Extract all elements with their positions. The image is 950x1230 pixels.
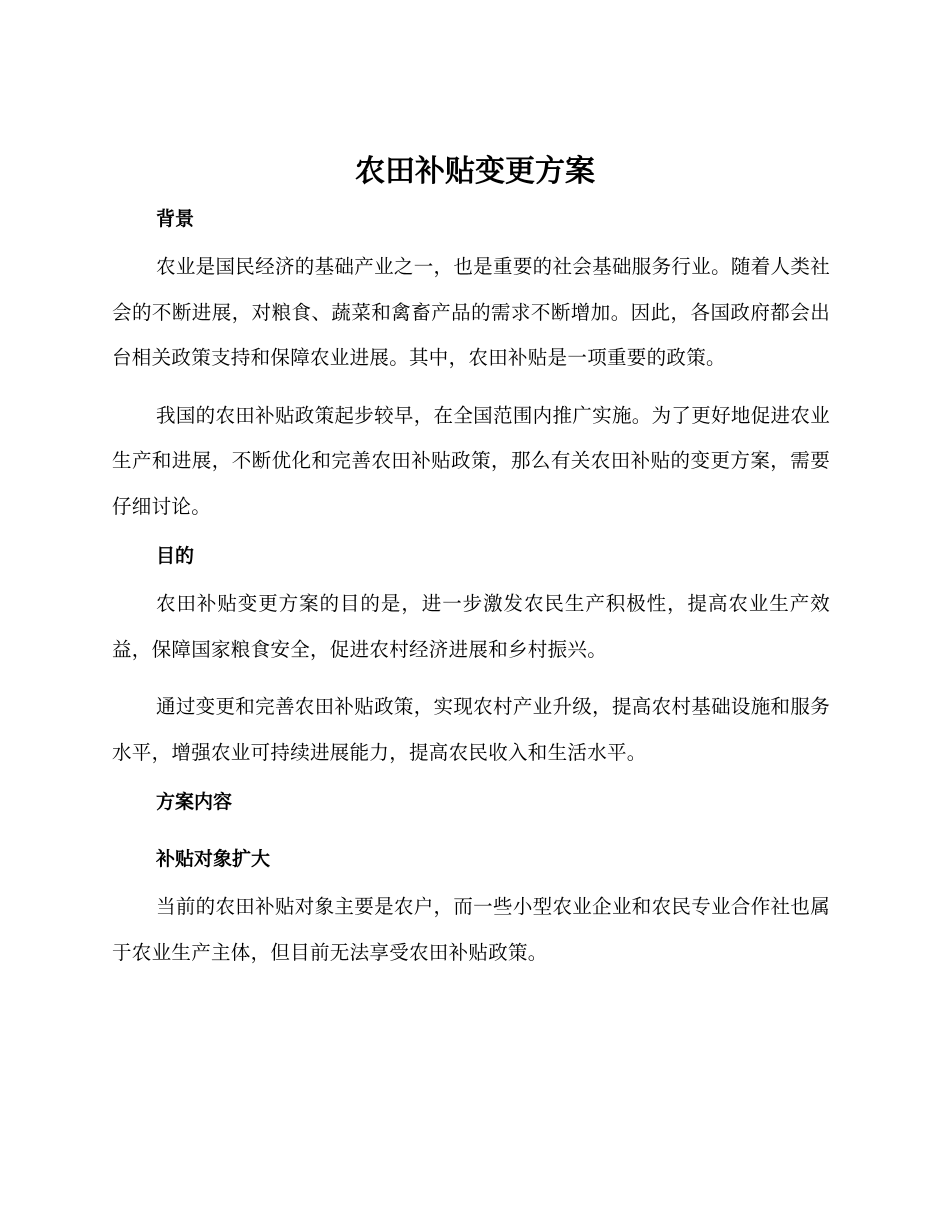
paragraph: 农田补贴变更方案的目的是，进一步激发农民生产积极性，提高农业生产效益，保障国家粮食安全，促进农村经济进展和乡村振兴。 — [112, 592, 830, 661]
paragraph: 我国的农田补贴政策起步较早，在全国范围内推广实施。为了更好地促进农业生产和进展，不断优化和完善农田补贴政策，那么有关农田补贴的变更方案，需要仔细讨论。 — [112, 403, 830, 518]
section-heading-background: 背景 — [156, 208, 195, 230]
paragraph: 当前的农田补贴对象主要是农户，而一些小型农业企业和农民专业合作社也属于农业生产主体，但目前无法享受农田补贴政策。 — [112, 895, 830, 964]
paragraph-block — [112, 393, 830, 530]
section-subsidy — [112, 884, 830, 975]
paragraph: 农业是国民经济的基础产业之一，也是重要的社会基础服务行业。随着人类社会的不断进展，对粮食、蔬菜和禽畜产品的需求不断增加。因此，各国政府都会出台相关政策支持和保障农业进展。其中，农田补贴是一项重要的政策。 — [112, 255, 830, 369]
paragraph: 通过变更和完善农田补贴政策，实现农村产业升级，提高农村基础设施和服务水平，增强农业可持续进展能力，提高农民收入和生活水平。 — [112, 695, 830, 764]
section-heading-content: 方案内容 — [156, 791, 233, 813]
paragraph-block — [112, 684, 830, 775]
section-purpose — [112, 581, 830, 672]
document-title: 农田补贴变更方案 — [355, 154, 595, 189]
section-background — [112, 244, 830, 381]
section-heading-purpose: 目的 — [156, 545, 195, 567]
section-heading-subsidy: 补贴对象扩大 — [156, 848, 271, 870]
